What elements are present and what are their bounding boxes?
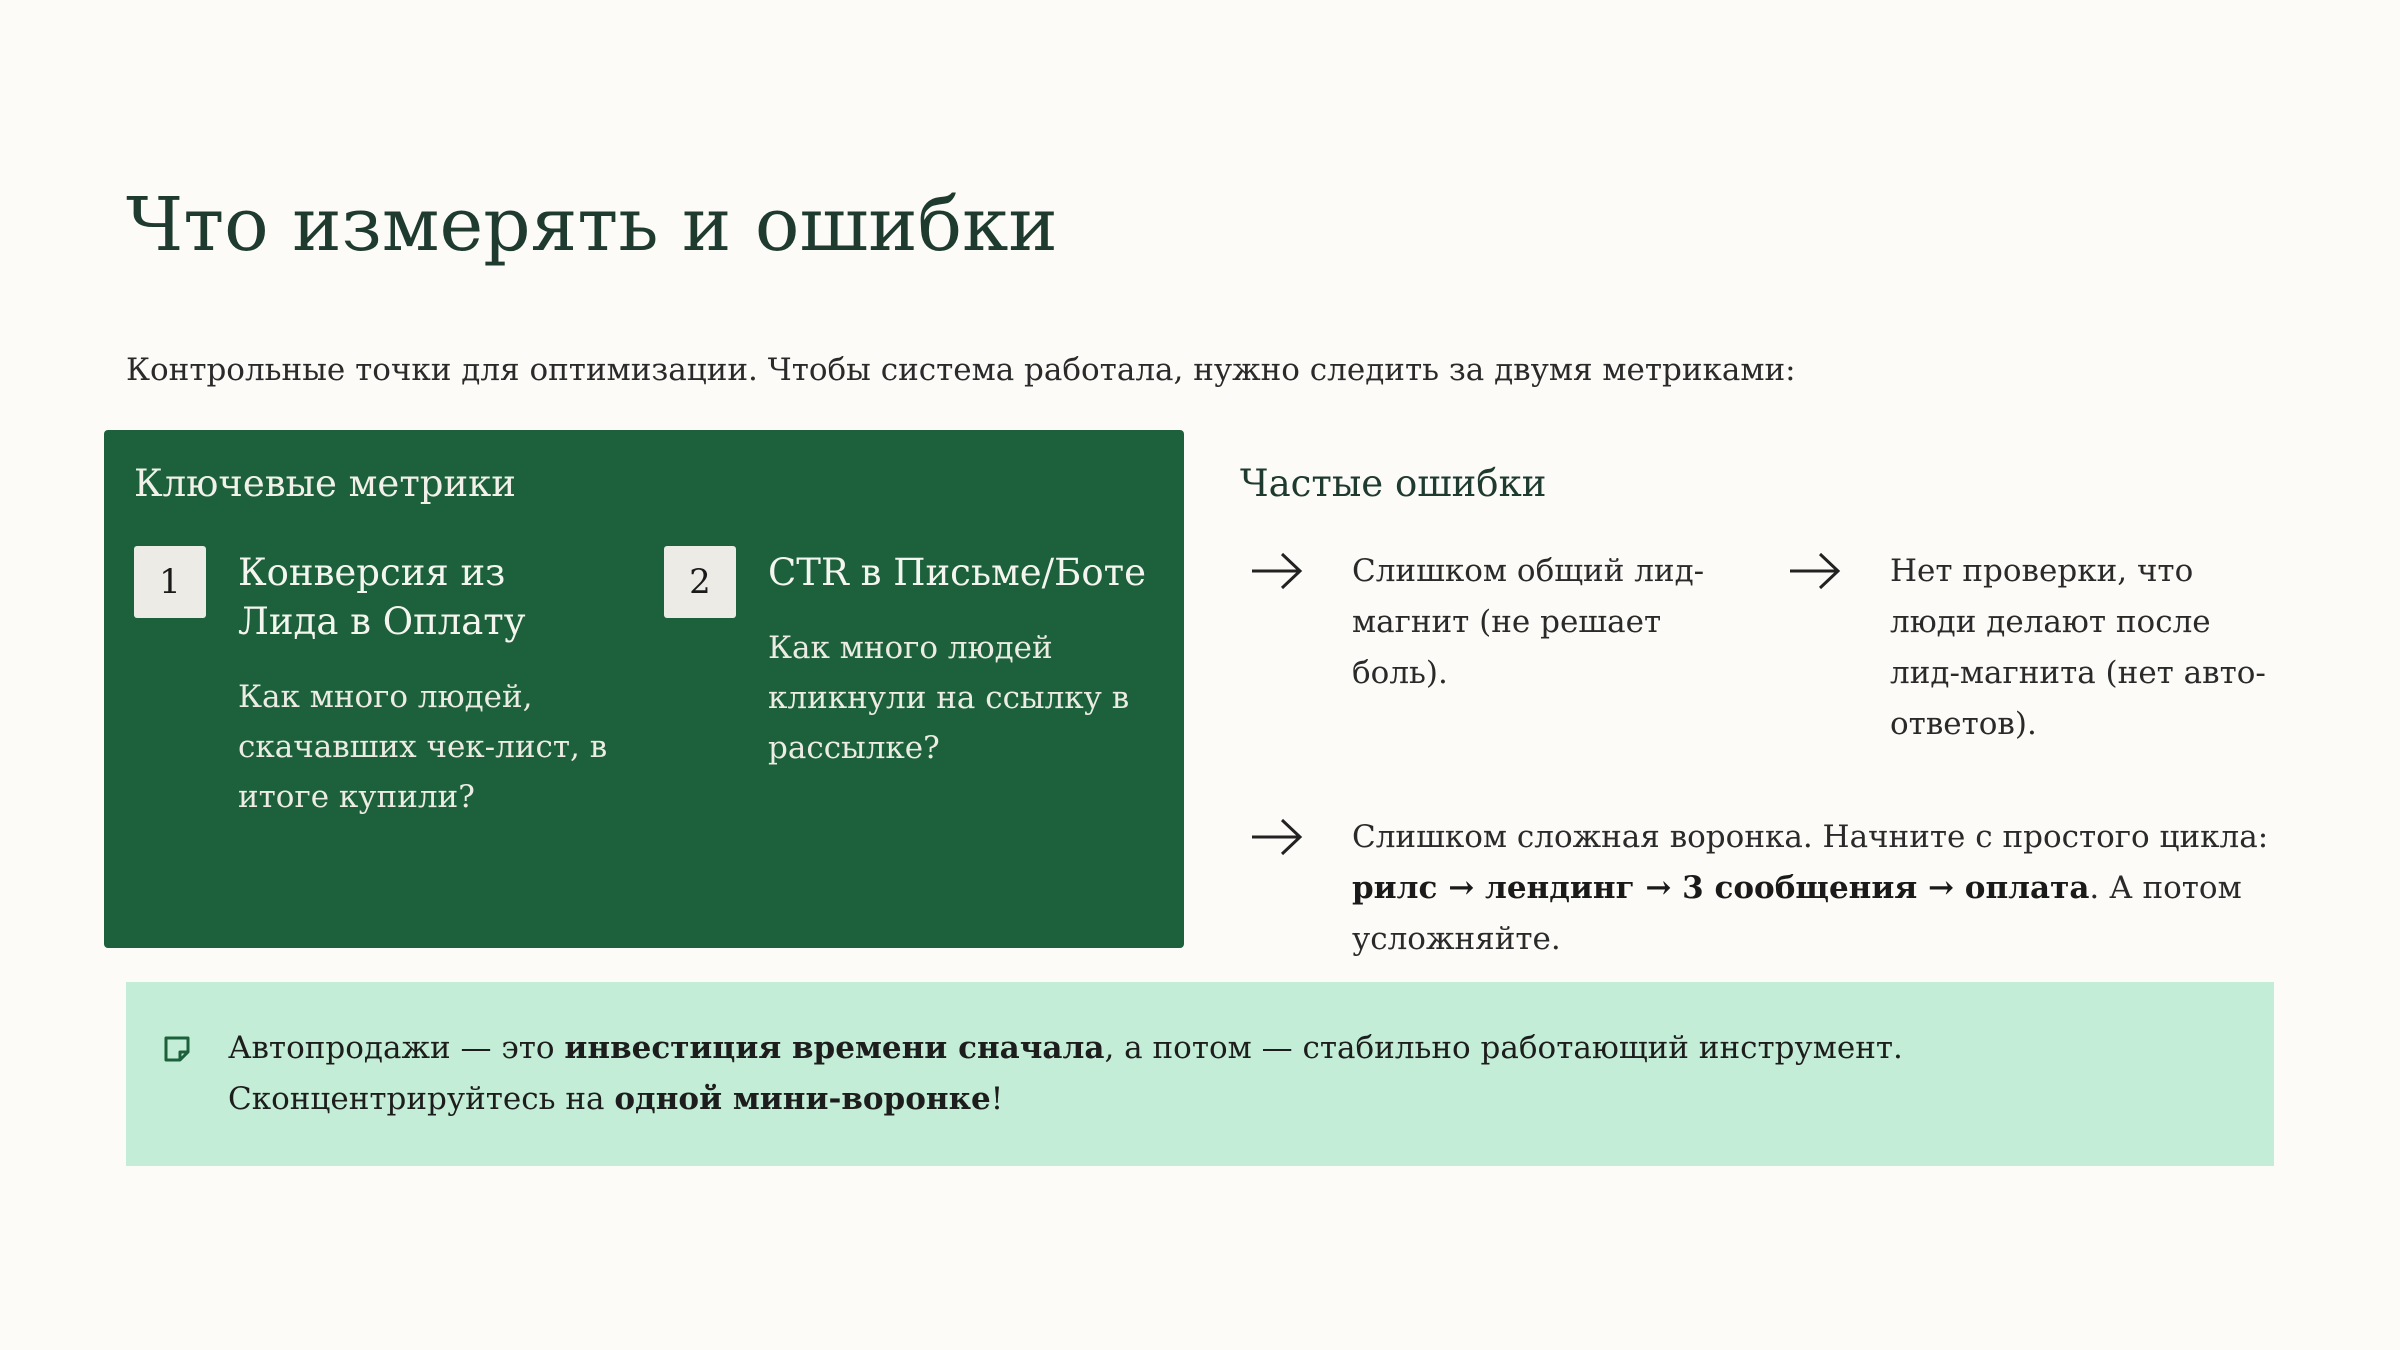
page-subtitle: Контрольные точки для оптимизации. Чтобы система работала, нужно следить за двумя метриками: (126, 352, 1796, 388)
metric-title: Конверсия из Лида в Оплату (238, 551, 526, 643)
key-metrics-card (104, 430, 1184, 948)
note-text-part: , а потом — стабильно работающий инструмент. Сконцентрируйтесь на (228, 1030, 1903, 1117)
metric-item (134, 546, 614, 822)
error-item (1248, 812, 2278, 965)
note-text-bold: инвестиция времени сначала (564, 1030, 1105, 1066)
arrow-right-icon (1248, 812, 1308, 862)
metric-number-badge: 1 (134, 546, 206, 618)
metric-item (664, 546, 1154, 773)
metric-title: CTR в Письме/Боте (768, 551, 1146, 594)
note-text (228, 1023, 2224, 1125)
arrow-right-icon (1786, 546, 1846, 596)
error-item (1786, 546, 2276, 750)
error-item (1248, 546, 1748, 699)
error-text: Слишком общий лид-магнит (не решает боль). (1352, 553, 1705, 691)
key-metrics-heading: Ключевые метрики (134, 462, 516, 505)
note-text-part: ! (990, 1081, 1004, 1117)
page-title: Что измерять и ошибки (126, 182, 1058, 268)
note-text-part: Автопродажи — это (228, 1030, 565, 1066)
note-text-bold: одной мини-воронке (614, 1081, 991, 1117)
error-text (1352, 812, 2278, 965)
arrow-right-icon (1248, 546, 1308, 596)
note-callout (126, 982, 2274, 1166)
error-text-bold: рилс → лендинг → 3 сообщения → оплата (1352, 870, 2090, 906)
error-text: Нет проверки, что люди делают после лид-магнита (нет авто-ответов). (1890, 553, 2266, 742)
metric-description: Как много людей кликнули на ссылку в рассылке? (768, 630, 1130, 766)
metric-number-badge: 2 (664, 546, 736, 618)
error-text-end: . А потом усложняйте. (1352, 870, 2242, 957)
note-icon (162, 1034, 192, 1064)
error-text-start: Слишком сложная воронка. Начните с простого цикла: (1352, 819, 2269, 855)
metric-description: Как много людей, скачавших чек-лист, в итоге купили? (238, 679, 608, 815)
common-errors-heading: Частые ошибки (1240, 462, 1547, 505)
